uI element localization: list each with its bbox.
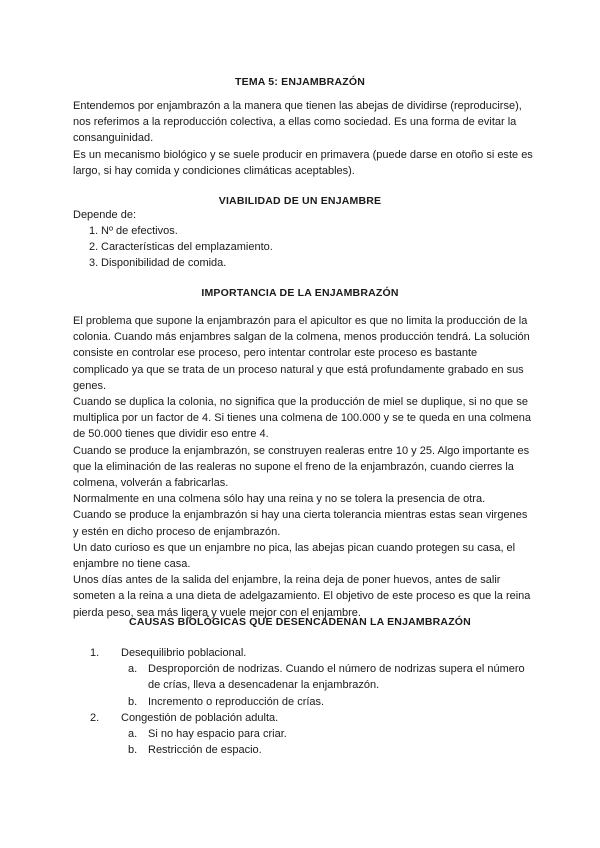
sublist-item: [73, 726, 535, 742]
list-item: [73, 255, 535, 271]
viabilidad-list: [73, 223, 535, 272]
document-title: TEMA 5: ENJAMBRAZÓN: [235, 76, 365, 88]
causas-heading: CAUSAS BIOLÓGICAS QUE DESENCADENAN LA ENJAMBRAZÓN: [129, 616, 471, 628]
causas-sublist: [73, 726, 535, 758]
sublist-item-text: Si no hay espacio para criar.: [148, 728, 287, 741]
importancia-section: [73, 313, 535, 621]
sublist-marker: b.: [128, 744, 138, 757]
importancia-paragraph: Unos días antes de la salida del enjambre, la reina deja de poner huevos, antes de salir someten a la reina a una dieta de adelgazamiento. El objetivo de este proceso es que la reina pierda peso, sea más ligera y vuele mejor con el enjambre.: [73, 574, 531, 619]
list-item: [73, 223, 535, 239]
list-marker: 3.: [89, 257, 99, 270]
importancia-paragraph: Cuando se produce la enjambrazón si hay una cierta tolerancia mientras estas sean virgenes y estén en dicho proceso de enjambrazón.: [73, 509, 528, 538]
list-item: [73, 645, 535, 710]
list-item: [73, 239, 535, 255]
sublist-item: [73, 742, 535, 758]
importancia-paragraph: Cuando se duplica la colonia, no significa que la producción de miel se duplique, si no que se multiplica por un factor de 4. Si tienes una colmena de 100.000 y se te queda en una colmena de 50.000 tienes que dividir eso entre 4.: [73, 396, 532, 441]
importancia-paragraph: Cuando se produce la enjambrazón, se construyen realeras entre 10 y 25. Algo importante es que la eliminación de las realeras no supone el freno de la enjambrazón, cuando cierres la colmena, volverán a fabricarlas.: [73, 444, 530, 490]
list-item-text: Nº de efectivos.: [101, 225, 178, 237]
intro-section: [73, 98, 535, 179]
viabilidad-lead: Depende de:: [73, 209, 136, 221]
sublist-item-text: Restricción de espacio.: [148, 744, 262, 757]
importancia-paragraph: El problema que supone la enjambrazón para el apicultor es que no limita la producción de la colonia. Cuando más enjambres salgan de la colmena, menos producción tendrá. La solución consiste en controlar ese proceso, pero intentar controlar este proceso es bastante complicado ya que se trata de un proceso natural y que está profundamente grabado en sus genes.: [73, 315, 530, 392]
list-marker: 1.: [90, 647, 100, 659]
importancia-heading: IMPORTANCIA DE LA ENJAMBRAZÓN: [201, 287, 399, 299]
sublist-marker: a.: [128, 728, 138, 741]
importancia-paragraph: Un dato curioso es que un enjambre no pica, las abejas pican cuando protegen su casa, el enjambre no tiene casa.: [73, 541, 516, 571]
intro-paragraph: Entendemos por enjambrazón a la manera que tienen las abejas de dividirse (reproducirse), nos referimos a la reproducción colectiva, a ellas como sociedad. Es una forma de evitar la consanguinidad.: [73, 100, 522, 145]
viabilidad-heading: VIABILIDAD DE UN ENJAMBRE: [218, 195, 382, 207]
causas-list: [73, 645, 535, 758]
causas-sublist: [73, 661, 535, 710]
sublist-item: [73, 661, 535, 693]
intro-paragraph: Es un mecanismo biológico y se suele producir en primavera (puede darse en otoño si este es largo, si hay comida y condiciones climáticas aceptables).: [73, 148, 533, 177]
sublist-item-text: Incremento o reproducción de crías.: [148, 695, 325, 708]
sublist-item: [73, 694, 535, 710]
list-item-text: Características del emplazamiento.: [101, 241, 273, 254]
sublist-item-text: Desproporción de nodrizas. Cuando el número de nodrizas supera el número de crías, lleva a desencadenar la enjambrazón.: [148, 663, 525, 692]
list-item-text: Desequilibrio poblacional.: [121, 647, 247, 659]
list-item-text: Disponibilidad de comida.: [101, 257, 227, 270]
sublist-marker: a.: [128, 663, 138, 676]
list-marker: 2.: [90, 711, 100, 724]
list-marker: 2.: [89, 241, 99, 254]
list-item-text: Congestión de población adulta.: [121, 711, 279, 724]
sublist-marker: b.: [128, 695, 138, 708]
list-marker: 1.: [89, 225, 99, 237]
list-item: [73, 710, 535, 759]
importancia-paragraph: Normalmente en una colmena sólo hay una reina y no se tolera la presencia de otra.: [73, 493, 486, 506]
